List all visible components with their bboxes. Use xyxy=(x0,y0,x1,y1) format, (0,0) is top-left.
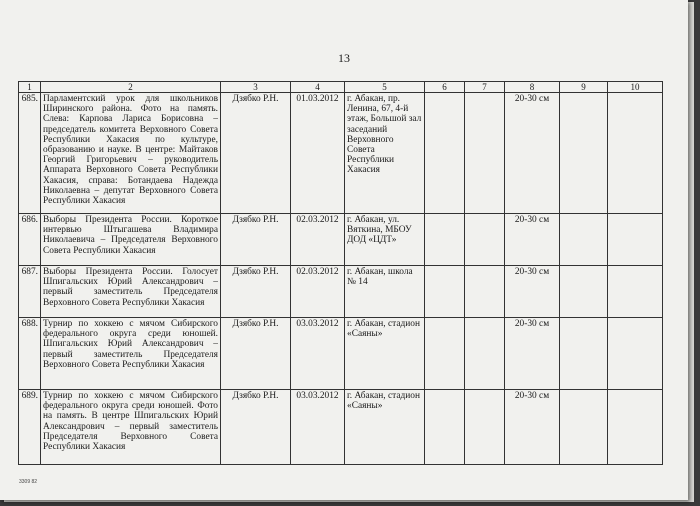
column-header: 5 xyxy=(345,82,425,93)
row-col10 xyxy=(608,266,663,318)
footer-stamp: 3309 82 xyxy=(19,479,38,485)
page-number: 13 xyxy=(338,51,350,65)
table-row xyxy=(19,318,663,390)
row-title: Турнир по хоккею с мячом Сибирского федерального округа среди юношей. Шпигальских Юрий Александрович – первый заместитель Председателя Верховного Совета Республики Хакасия xyxy=(41,318,221,390)
row-date: 02.03.2012 xyxy=(291,266,345,318)
row-col6 xyxy=(425,93,465,214)
table-row xyxy=(19,93,663,214)
row-author: Дзябко Р.Н. xyxy=(221,266,291,318)
column-header: 7 xyxy=(465,82,505,93)
column-header: 3 xyxy=(221,82,291,93)
row-col7 xyxy=(465,390,505,465)
row-author: Дзябко Р.Н. xyxy=(221,318,291,390)
row-number: 686. xyxy=(19,214,41,266)
row-size: 20-30 см xyxy=(505,318,560,390)
row-col10 xyxy=(608,214,663,266)
row-col7 xyxy=(465,93,505,214)
row-col9 xyxy=(560,318,608,390)
row-col10 xyxy=(608,93,663,214)
row-title: Выборы Президента России. Голосует Шпигальских Юрий Александрович – первый заместитель Председателя Верховного Совета Республики Хакасия xyxy=(41,266,221,318)
row-author: Дзябко Р.Н. xyxy=(221,93,291,214)
row-size: 20-30 см xyxy=(505,390,560,465)
row-col9 xyxy=(560,93,608,214)
row-place: г. Абакан, стадион «Саяны» xyxy=(345,318,425,390)
header-row xyxy=(19,82,663,93)
row-col9 xyxy=(560,266,608,318)
row-place: г. Абакан, стадион «Саяны» xyxy=(345,390,425,465)
row-date: 02.03.2012 xyxy=(291,214,345,266)
table-row xyxy=(19,214,663,266)
row-col7 xyxy=(465,214,505,266)
column-header: 2 xyxy=(41,82,221,93)
row-author: Дзябко Р.Н. xyxy=(221,214,291,266)
row-col9 xyxy=(560,390,608,465)
row-col10 xyxy=(608,318,663,390)
row-place: г. Абакан, ул. Вяткина, МБОУ ДОД «ЦДТ» xyxy=(345,214,425,266)
row-place: г. Абакан, пр. Ленина, 67, 4-й этаж, Большой зал заседаний Верховного Совета Республики Хакасия xyxy=(345,93,425,214)
row-col10 xyxy=(608,390,663,465)
row-col7 xyxy=(465,266,505,318)
register-table xyxy=(18,81,663,465)
column-header: 9 xyxy=(560,82,608,93)
row-size: 20-30 см xyxy=(505,214,560,266)
row-place: г. Абакан, школа № 14 xyxy=(345,266,425,318)
row-number: 685. xyxy=(19,93,41,214)
row-col6 xyxy=(425,266,465,318)
table-row xyxy=(19,390,663,465)
table-row xyxy=(19,266,663,318)
row-col6 xyxy=(425,214,465,266)
row-date: 01.03.2012 xyxy=(291,93,345,214)
row-date: 03.03.2012 xyxy=(291,390,345,465)
row-size: 20-30 см xyxy=(505,266,560,318)
row-title: Парламентский урок для школьников Ширинского района. Фото на память. Слева: Карпова Лариса Борисовна – председатель комитета Верховного Совета Республики Хакасия по культуре, образованию и науке. В центре: Майтаков Георгий Григорьевич – руководитель Аппарата Верховного Совета Республики Хакасия, справа: Ботандаева Надежда Николаевна – депутат Верховного Совета Республики Хакасия xyxy=(41,93,221,214)
row-col6 xyxy=(425,318,465,390)
row-col6 xyxy=(425,390,465,465)
row-number: 689. xyxy=(19,390,41,465)
row-date: 03.03.2012 xyxy=(291,318,345,390)
row-title: Выборы Президента России. Короткое интервью Штыгашева Владимира Николаевича – Председателя Верховного Совета Республики Хакасия xyxy=(41,214,221,266)
column-header: 10 xyxy=(608,82,663,93)
column-header: 4 xyxy=(291,82,345,93)
row-number: 688. xyxy=(19,318,41,390)
row-title: Турнир по хоккею с мячом Сибирского федерального округа среди юношей. Фото на память. В центре Шпигальских Юрий Александрович – первый заместитель Председателя Верховного Совета Республики Хакасия xyxy=(41,390,221,465)
row-author: Дзябко Р.Н. xyxy=(221,390,291,465)
row-number: 687. xyxy=(19,266,41,318)
column-header: 1 xyxy=(19,82,41,93)
row-col9 xyxy=(560,214,608,266)
column-header: 6 xyxy=(425,82,465,93)
row-col7 xyxy=(465,318,505,390)
column-header: 8 xyxy=(505,82,560,93)
row-size: 20-30 см xyxy=(505,93,560,214)
